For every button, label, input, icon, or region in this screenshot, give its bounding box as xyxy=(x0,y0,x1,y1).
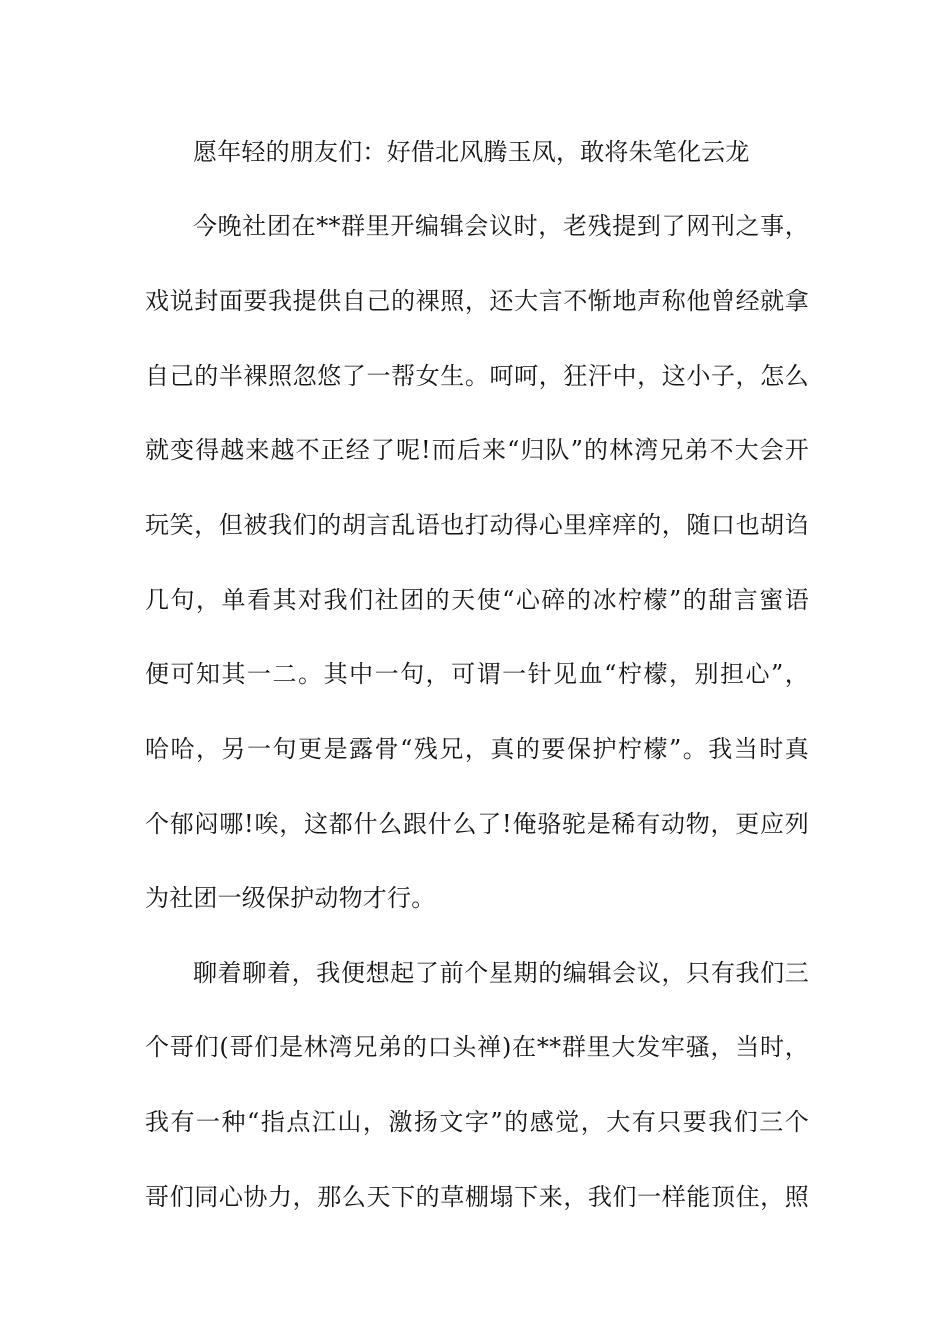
paragraph-1-line-3: 自己的半裸照忽悠了一帮女生。呵呵，狂汗中，这小子，怎么 xyxy=(145,362,809,390)
paragraph-2-line-4: 哥们同心协力，那么天下的草棚塌下来，我们一样能顶住，照 xyxy=(145,1183,809,1211)
paragraph-2-line-2: 个哥们(哥们是林湾兄弟的口头禅)在**群里大发牢骚，当时， xyxy=(145,1033,809,1061)
paragraph-1-line-8: 哈哈，另一句更是露骨“残兄，真的要保护柠檬”。我当时真 xyxy=(145,735,809,763)
paragraph-1-line-2: 戏说封面要我提供自己的裸照，还大言不惭地声称他曾经就拿 xyxy=(145,287,809,315)
paragraph-1-line-9: 个郁闷哪!唉，这都什么跟什么了!俺骆驼是稀有动物，更应列 xyxy=(145,810,809,838)
paragraph-1-line-5: 玩笑，但被我们的胡言乱语也打动得心里痒痒的，随口也胡诌 xyxy=(145,511,809,539)
paragraph-2-line-1: 聊着聊着，我便想起了前个星期的编辑会议，只有我们三 xyxy=(193,959,809,987)
paragraph-2-line-3: 我有一种“指点江山，激扬文字”的感觉，大有只要我们三个 xyxy=(145,1108,809,1136)
heading-line: 愿年轻的朋友们：好借北风腾玉凤，敢将朱笔化云龙 xyxy=(193,138,750,166)
paragraph-1-line-4: 就变得越来越不正经了呢!而后来“归队”的林湾兄弟不大会开 xyxy=(145,436,809,464)
paragraph-1-line-10: 为社团一级保护动物才行。 xyxy=(145,884,436,912)
paragraph-1-line-7: 便可知其一二。其中一句，可谓一针见血“柠檬，别担心”， xyxy=(145,660,809,688)
paragraph-1-line-6: 几句，单看其对我们社团的天使“心碎的冰柠檬”的甜言蜜语 xyxy=(145,586,809,614)
paragraph-1-line-1: 今晚社团在**群里开编辑会议时，老残提到了网刊之事， xyxy=(193,212,809,240)
